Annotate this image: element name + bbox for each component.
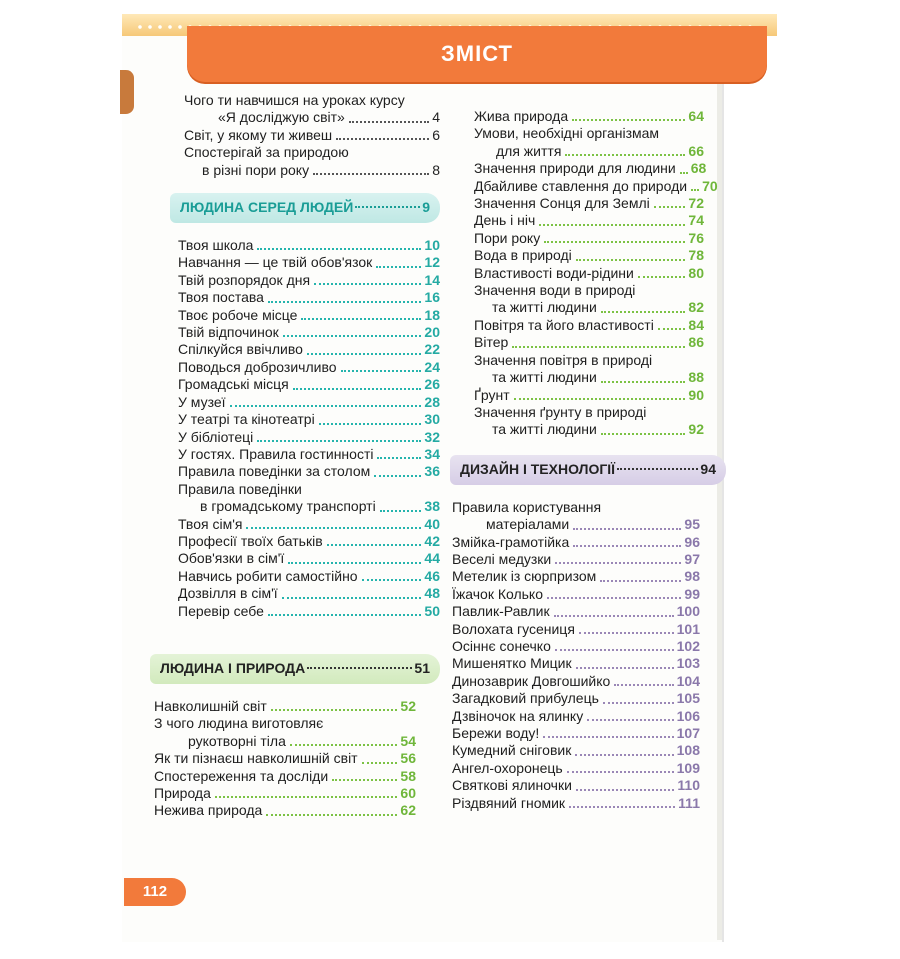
toc-entry-text: та житті людини: [492, 299, 597, 316]
toc-entry-text: матеріалами: [486, 516, 570, 533]
toc-entry-text: Їжачок Колько: [452, 585, 543, 602]
dot-leader: [654, 206, 686, 208]
toc-page-number: 102: [676, 637, 700, 654]
toc-page-number: 68: [690, 160, 707, 177]
toc-entry: [452, 655, 700, 672]
toc-entry: [178, 237, 440, 254]
toc-entry-text: Правила користування: [452, 498, 602, 515]
section-page-number: 51: [414, 660, 430, 677]
toc-entry-text: Значення води в природі: [474, 282, 636, 299]
toc-page-number: 86: [688, 334, 704, 351]
dot-leader: [569, 806, 675, 808]
toc-entry-text: Значення ґрунту в природі: [474, 403, 647, 420]
dot-leader: [603, 702, 674, 704]
dot-leader: [567, 771, 674, 773]
toc-entry-text: Правила поведінки: [178, 480, 302, 497]
dot-leader: [680, 172, 688, 174]
contents-header: [187, 26, 767, 82]
toc-page-number: 18: [424, 306, 440, 323]
toc-page-number: 88: [688, 369, 704, 386]
toc-page-number: 36: [424, 463, 440, 480]
toc-entry: [178, 394, 440, 411]
page-title: ЗМІСТ: [441, 41, 513, 66]
toc-entry: [452, 777, 700, 794]
dot-leader: [380, 510, 422, 512]
toc-entry-text: Твоє робоче місце: [178, 306, 298, 323]
toc-entry: [452, 760, 700, 777]
toc-entry-text: «Я досліджую світ»: [218, 109, 345, 126]
toc-entry-text: Спостерігай за природою: [184, 144, 349, 161]
toc-page-number: 99: [684, 585, 700, 602]
toc-entry: [178, 533, 440, 550]
toc-entry: [474, 195, 704, 212]
toc-entry-text: Павлик-Равлик: [452, 603, 550, 620]
toc-entry: [184, 127, 440, 144]
toc-entry-text: Святкові ялиночки: [452, 777, 572, 794]
dot-leader: [601, 381, 686, 383]
toc-entry: [474, 299, 704, 316]
toc-page-number: 60: [400, 785, 416, 801]
toc-entry-text: Умови, необхідні організмам: [474, 125, 660, 142]
toc-entry-text: Різдвяний гномик: [452, 794, 566, 811]
toc-entry-text: та житті людини: [492, 421, 597, 438]
dot-leader: [614, 684, 673, 686]
dot-leader: [268, 301, 421, 303]
toc-page-number: 22: [424, 341, 440, 358]
dot-leader: [246, 527, 421, 529]
toc-entry: [184, 162, 440, 179]
toc-page-number: 10: [424, 237, 440, 254]
toc-entry: [178, 272, 440, 289]
dot-leader: [573, 528, 681, 530]
toc-page-number: 28: [424, 393, 440, 410]
section-title: ДИЗАЙН І ТЕХНОЛОГІЇ: [460, 461, 616, 478]
dot-leader: [288, 562, 421, 564]
toc-page-number: 82: [688, 299, 704, 316]
toc-page-number: 105: [676, 690, 700, 707]
page-spine: [717, 40, 722, 940]
toc-entry-text: Властивості води-рідини: [474, 264, 634, 281]
dot-leader: [555, 562, 681, 564]
dot-leader: [268, 614, 422, 616]
toc-page-number: 34: [424, 445, 440, 462]
toc-entry-text: Світ, у якому ти живеш: [184, 126, 333, 143]
toc-entry-text: Як ти пізнаєш навколишній світ: [154, 750, 358, 767]
dot-leader: [601, 433, 686, 435]
toc-page-number: 90: [688, 386, 704, 403]
toc-entry: [452, 725, 700, 742]
toc-entry: [474, 421, 704, 438]
dot-leader: [575, 754, 673, 756]
dot-leader: [319, 423, 422, 425]
dot-leader: [617, 468, 698, 470]
toc-page-number: 20: [424, 324, 440, 341]
toc-entry: [452, 516, 700, 533]
toc-entry-text: Вода в природі: [474, 247, 572, 264]
section-design-entries: [440, 499, 712, 812]
toc-page-number: 66: [688, 142, 704, 159]
dot-leader: [215, 796, 398, 798]
toc-entry: [474, 177, 718, 195]
toc-entry: [154, 733, 416, 750]
toc-entry-text: Загадковий прибулець: [452, 690, 599, 707]
toc-entry-text: для життя: [496, 142, 562, 159]
toc-page-number: 103: [676, 655, 700, 672]
toc-entry: [452, 603, 700, 620]
toc-entry-text: У бібліотеці: [178, 428, 254, 445]
dot-leader: [349, 121, 429, 123]
toc-page-number: 30: [424, 411, 440, 428]
dot-leader: [514, 398, 686, 400]
section-page-number: 9: [422, 199, 430, 216]
toc-entry-text: Метелик із сюрпризом: [452, 568, 597, 585]
dot-leader: [376, 266, 421, 268]
toc-page-number: 26: [424, 376, 440, 393]
toc-entry-text: Твоя школа: [178, 237, 254, 254]
dot-leader: [579, 632, 674, 634]
dot-leader: [544, 241, 685, 243]
nature-continued-entries: [440, 108, 718, 439]
dot-leader: [301, 318, 421, 320]
dot-leader: [257, 248, 421, 250]
toc-page-number: 14: [424, 271, 440, 288]
toc-entry: [474, 230, 704, 247]
toc-entry-text: Жива природа: [474, 108, 569, 124]
toc-entry: [474, 369, 704, 386]
toc-entry: [452, 586, 700, 603]
section-nature-entries: [150, 698, 440, 820]
toc-page-number: 101: [676, 620, 700, 637]
toc-page-number: 4: [432, 109, 440, 126]
toc-entry: [178, 411, 440, 428]
section-header-nature: [150, 654, 440, 684]
toc-entry-text: Твій розпорядок дня: [178, 271, 311, 288]
toc-page-number: 64: [688, 108, 704, 124]
toc-entry-text: Значення Сонця для Землі: [474, 195, 650, 212]
toc-entry-text: Вітер: [474, 334, 509, 351]
toc-entry-text: Професії твоїх батьків: [178, 532, 323, 549]
dot-leader: [230, 405, 422, 407]
toc-entry: [452, 795, 700, 812]
toc-entry: [178, 550, 440, 567]
toc-entry-text: Кумедний сніговик: [452, 742, 572, 759]
toc-page-number: 76: [688, 229, 704, 246]
toc-page-number: 100: [676, 603, 700, 620]
toc-entry-text: Пори року: [474, 229, 541, 246]
dot-leader: [336, 138, 429, 140]
dot-leader: [658, 328, 686, 330]
toc-page-number: 50: [424, 602, 440, 619]
toc-page-number: 52: [400, 697, 416, 714]
toc-entry-text: Нежива природа: [154, 802, 263, 819]
toc-entry-text: Дзвіночок на ялинку: [452, 707, 584, 724]
toc-entry-text: Поводься доброзичливо: [178, 358, 337, 375]
dot-leader: [362, 762, 398, 764]
dot-leader: [576, 789, 674, 791]
toc-page-number: 38: [424, 498, 440, 515]
toc-page-number: 72: [688, 195, 704, 212]
dot-leader: [307, 353, 422, 355]
toc-entry: [154, 785, 416, 802]
toc-page-number: 12: [424, 254, 440, 271]
dot-leader: [282, 597, 422, 599]
dot-leader: [638, 276, 686, 278]
toc-entry: [178, 324, 440, 341]
toc-entry: [452, 621, 700, 638]
page-number: 112: [142, 883, 168, 900]
toc-entry-text: Ангел-охоронець: [452, 759, 563, 776]
dot-leader: [313, 173, 429, 175]
toc-page-number: 62: [400, 802, 416, 819]
dot-leader: [547, 597, 681, 599]
dot-leader: [601, 311, 686, 313]
toc-entry: [452, 638, 700, 655]
toc-entry: [178, 585, 440, 602]
toc-entry-text: Динозаврик Довгошийко: [452, 672, 611, 689]
section-page-number: 94: [700, 461, 716, 478]
toc-entry-text: в громадському транспорті: [200, 498, 376, 515]
toc-entry: [452, 551, 700, 568]
toc-entry: [154, 698, 416, 715]
dot-leader: [691, 189, 699, 191]
toc-page-number: 108: [676, 742, 700, 759]
toc-entry: [452, 742, 700, 759]
dot-leader: [572, 119, 685, 121]
toc-entry: [178, 446, 440, 463]
toc-right-column: [440, 108, 718, 812]
toc-entry: [178, 307, 440, 324]
toc-entry-text: Дозвілля в сім'ї: [178, 585, 278, 602]
toc-entry-text: У театрі та кінотеатрі: [178, 411, 315, 428]
toc-page-number: 56: [400, 750, 416, 767]
toc-entry-text: Спостереження та досліди: [154, 767, 329, 784]
dot-leader: [314, 283, 421, 285]
toc-page-number: 40: [424, 515, 440, 532]
toc-entry: [474, 160, 707, 177]
toc-entry-text: та житті людини: [492, 369, 597, 386]
toc-entry: [474, 108, 704, 125]
toc-page-number: 107: [676, 725, 700, 741]
toc-page-number: 70: [702, 177, 718, 194]
toc-entry-text: Дбайливе ставлення до природи: [474, 177, 688, 194]
toc-entry: [178, 568, 440, 585]
toc-entry-text: З чого людина виготовляє: [154, 715, 324, 732]
toc-entry: [474, 334, 704, 351]
toc-page-number: 16: [424, 289, 440, 306]
dot-leader: [307, 667, 412, 669]
toc-entry-text: Змійка-грамотійка: [452, 533, 570, 550]
toc-entry-text: У музеї: [178, 393, 226, 410]
dot-leader: [573, 545, 681, 547]
toc-entry: [452, 690, 700, 707]
toc-page-number: 6: [432, 126, 440, 143]
toc-page-number: 58: [400, 767, 416, 784]
toc-entry: [184, 109, 440, 126]
toc-entry-text: Навчись робити самостійно: [178, 567, 358, 584]
dot-leader: [576, 667, 674, 669]
dot-leader: [512, 346, 685, 348]
dot-leader: [377, 457, 421, 459]
toc-page-number: 95: [684, 516, 700, 533]
toc-entry-text: Бережи воду!: [452, 725, 540, 741]
toc-entry-text: Перевір себе: [178, 602, 264, 619]
toc-entry-text: Веселі медузки: [452, 550, 552, 567]
toc-page-number: 42: [424, 532, 440, 549]
toc-entry-text: рукотворні тіла: [188, 732, 286, 749]
toc-page-number: 32: [424, 428, 440, 445]
dot-leader: [293, 388, 422, 390]
edge-decoration: [120, 70, 134, 114]
toc-entry: [474, 247, 704, 264]
toc-entry: [178, 498, 440, 515]
toc-page-number: 80: [688, 264, 704, 281]
dot-leader: [362, 579, 422, 581]
toc-entry: [452, 708, 700, 725]
toc-entry: [178, 254, 440, 271]
toc-entry: [452, 568, 700, 585]
toc-entry: [474, 143, 704, 160]
toc-entry: [474, 212, 704, 229]
section-header-people: [170, 193, 440, 223]
dot-leader: [374, 475, 421, 477]
section-title: ЛЮДИНА І ПРИРОДА: [160, 660, 306, 677]
toc-entry: [474, 265, 704, 282]
dot-leader: [283, 335, 422, 337]
dot-leader: [332, 779, 397, 781]
toc-page-number: 110: [677, 777, 700, 794]
toc-entry-text: Ґрунт: [474, 386, 510, 403]
toc-entry-text: У гостях. Правила гостинності: [178, 445, 374, 462]
toc-entry: [474, 317, 704, 334]
toc-page-number: 48: [424, 585, 440, 602]
toc-entry-text: Спілкуйся ввічливо: [178, 341, 303, 358]
toc-entry-text: Твоя постава: [178, 289, 264, 306]
toc-page-number: 54: [400, 732, 416, 749]
dot-leader: [355, 206, 420, 208]
toc-page-number: 44: [424, 550, 440, 567]
toc-left-column: [150, 92, 440, 820]
toc-entry-text: Природа: [154, 785, 211, 801]
toc-entry: [178, 603, 440, 620]
toc-entry: [452, 673, 700, 690]
toc-entry-text: в різні пори року: [202, 161, 310, 178]
toc-entry: [178, 376, 440, 393]
section-header-design: [450, 455, 726, 485]
dot-leader: [257, 440, 421, 442]
toc-entry: [474, 387, 704, 404]
toc-entry-text: Повітря та його властивості: [474, 316, 654, 333]
toc-entry: [178, 289, 440, 306]
toc-entry-text: Чого ти навчишся на уроках курсу: [184, 92, 405, 108]
toc-entry-text: Волохата гусениця: [452, 620, 575, 637]
toc-page-number: 92: [688, 421, 704, 438]
toc-entry: [178, 429, 440, 446]
toc-entry-text: Обов'язки в сім'ї: [178, 550, 285, 567]
dot-leader: [543, 736, 673, 738]
toc-page-number: 97: [684, 550, 700, 567]
section-people-entries: [150, 237, 440, 620]
toc-entry-text: Навчання — це твій обов'язок: [178, 254, 373, 271]
toc-page-number: 111: [678, 794, 700, 811]
dot-leader: [555, 649, 674, 651]
toc-entry: [452, 534, 700, 551]
toc-page-number: 78: [688, 247, 704, 264]
toc-entry: [154, 802, 416, 819]
page-number-badge: [124, 878, 186, 906]
dot-leader: [554, 615, 674, 617]
dot-leader: [327, 544, 422, 546]
dot-leader: [266, 814, 397, 816]
toc-page-number: 46: [424, 567, 440, 584]
dot-leader: [600, 580, 681, 582]
toc-entry-text: Значення повітря в природі: [474, 351, 653, 368]
toc-page-number: 96: [684, 533, 700, 550]
toc-page-number: 74: [688, 212, 704, 229]
toc-entry: [178, 516, 440, 533]
toc-entry-text: Правила поведінки за столом: [178, 463, 371, 480]
toc-page-number: 24: [424, 358, 440, 375]
toc-entry: [178, 359, 440, 376]
toc-page-number: 98: [684, 568, 700, 585]
toc-entry-text: Осіннє сонечко: [452, 637, 551, 654]
toc-entry-text: Твій відпочинок: [178, 324, 279, 341]
dot-leader: [290, 744, 398, 746]
toc-page-number: 84: [688, 316, 704, 333]
toc-page-number: 106: [676, 707, 700, 724]
dot-leader: [341, 370, 422, 372]
section-title: ЛЮДИНА СЕРЕД ЛЮДЕЙ: [180, 199, 354, 216]
intro-block: [150, 92, 440, 179]
dot-leader: [565, 154, 685, 156]
toc-entry-text: Твоя сім'я: [178, 515, 243, 532]
toc-entry-text: Громадські місця: [178, 376, 289, 393]
toc-page-number: 8: [432, 161, 440, 178]
toc-entry-text: Навколишній світ: [154, 697, 267, 714]
toc-entry: [178, 463, 440, 480]
toc-entry-text: Значення природи для людини: [474, 160, 676, 177]
toc-entry: [154, 750, 416, 767]
toc-page-number: 109: [676, 759, 700, 776]
toc-page-number: 104: [676, 672, 700, 689]
toc-entry: [178, 341, 440, 358]
dot-leader: [576, 259, 686, 261]
dot-leader: [271, 709, 398, 711]
dot-leader: [539, 224, 685, 226]
toc-entry: [154, 768, 416, 785]
toc-entry-text: День і ніч: [474, 212, 536, 229]
toc-entry-text: Мишенятко Мицик: [452, 655, 572, 672]
dot-leader: [587, 719, 673, 721]
